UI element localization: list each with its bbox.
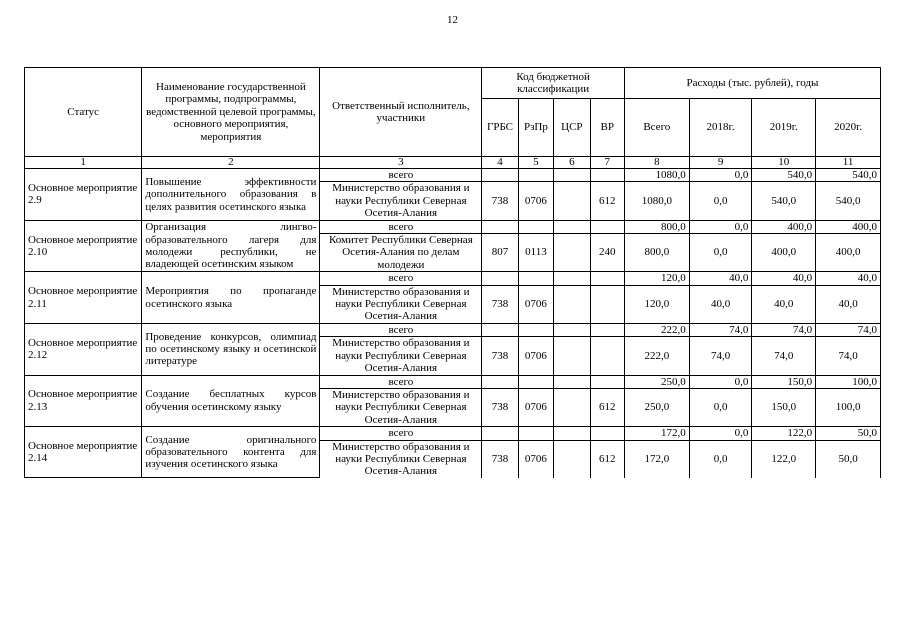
csr-cell — [554, 272, 590, 285]
event-status: Основное мероприятие 2.13 — [25, 375, 142, 427]
vr-cell — [590, 220, 624, 233]
total-cell: 1080,0 — [624, 182, 689, 220]
header-name: Наименование государственной программы, подпрограммы, ведомственной целевой программы, основного мероприятия, мероприятия — [142, 68, 320, 157]
y2019-cell: 150,0 — [752, 375, 816, 388]
column-number: 5 — [518, 157, 553, 169]
grbs-cell — [482, 323, 518, 336]
y2018-cell: 0,0 — [689, 388, 752, 426]
y2018-cell: 0,0 — [689, 182, 752, 220]
grbs-cell — [482, 375, 518, 388]
y2020-cell: 74,0 — [816, 323, 881, 336]
header-csr: ЦСР — [554, 99, 590, 157]
executor-total-label: всего — [320, 169, 482, 182]
column-number: 2 — [142, 157, 320, 169]
y2020-cell: 50,0 — [816, 427, 881, 440]
csr-cell — [554, 182, 590, 220]
grbs-cell: 738 — [482, 285, 518, 323]
y2020-cell: 74,0 — [816, 337, 881, 375]
header-grbs: ГРБС — [482, 99, 518, 157]
csr-cell — [554, 388, 590, 426]
column-number: 11 — [816, 157, 881, 169]
y2019-cell: 150,0 — [752, 388, 816, 426]
y2020-cell: 40,0 — [816, 272, 881, 285]
y2018-cell: 74,0 — [689, 337, 752, 375]
csr-cell — [554, 285, 590, 323]
header-vr: ВР — [590, 99, 624, 157]
y2019-cell: 40,0 — [752, 272, 816, 285]
y2020-cell: 50,0 — [816, 440, 881, 478]
executor-cell: Министерство образования и науки Республики Северная Осетия-Алания — [320, 182, 482, 220]
vr-cell — [590, 427, 624, 440]
header-budget-code: Код бюджетной классификации — [482, 68, 625, 99]
csr-cell — [554, 427, 590, 440]
total-cell: 120,0 — [624, 272, 689, 285]
executor-cell: Министерство образования и науки Республики Северная Осетия-Алания — [320, 388, 482, 426]
executor-cell: Комитет Республики Северная Осетия-Алания по делам молодежи — [320, 234, 482, 272]
executor-cell: Министерство образования и науки Республики Северная Осетия-Алания — [320, 440, 482, 478]
y2018-cell: 0,0 — [689, 440, 752, 478]
rzpr-cell: 0113 — [518, 234, 553, 272]
column-number: 8 — [624, 157, 689, 169]
header-2019: 2019г. — [752, 99, 816, 157]
total-cell: 800,0 — [624, 234, 689, 272]
event-total-row — [25, 375, 881, 388]
header-executor: Ответственный исполнитель, участники — [320, 68, 482, 157]
y2020-cell: 400,0 — [816, 234, 881, 272]
total-cell: 120,0 — [624, 285, 689, 323]
event-total-row — [25, 427, 881, 440]
budget-table — [24, 67, 881, 478]
y2019-cell: 74,0 — [752, 323, 816, 336]
events-body — [25, 169, 881, 478]
column-number: 9 — [689, 157, 752, 169]
y2019-cell: 122,0 — [752, 427, 816, 440]
event-status: Основное мероприятие 2.9 — [25, 169, 142, 221]
event-status: Основное мероприятие 2.14 — [25, 427, 142, 478]
y2018-cell: 40,0 — [689, 272, 752, 285]
column-number: 1 — [25, 157, 142, 169]
column-number: 3 — [320, 157, 482, 169]
total-cell: 1080,0 — [624, 169, 689, 182]
y2020-cell: 40,0 — [816, 285, 881, 323]
rzpr-cell: 0706 — [518, 285, 553, 323]
y2018-cell: 40,0 — [689, 285, 752, 323]
event-name: Создание бесплатных курсов обучения осетинскому языку — [142, 375, 320, 427]
y2018-cell: 0,0 — [689, 234, 752, 272]
event-total-row — [25, 323, 881, 336]
header-2018: 2018г. — [689, 99, 752, 157]
vr-cell: 612 — [590, 440, 624, 478]
total-cell: 172,0 — [624, 427, 689, 440]
event-name: Организация лингво-образовательного лагеря для молодежи республики, не владеющей осетинским языком — [142, 220, 320, 272]
vr-cell — [590, 337, 624, 375]
event-status: Основное мероприятие 2.10 — [25, 220, 142, 272]
rzpr-cell — [518, 272, 553, 285]
executor-total-label: всего — [320, 220, 482, 233]
grbs-cell: 738 — [482, 440, 518, 478]
y2018-cell: 74,0 — [689, 323, 752, 336]
header-rzpr: РзПр — [518, 99, 553, 157]
vr-cell — [590, 272, 624, 285]
column-number: 4 — [482, 157, 518, 169]
event-name: Создание оригинального образовательного контента для изучения осетинского языка — [142, 427, 320, 478]
event-status: Основное мероприятие 2.12 — [25, 323, 142, 375]
grbs-cell — [482, 272, 518, 285]
rzpr-cell: 0706 — [518, 388, 553, 426]
y2020-cell: 400,0 — [816, 220, 881, 233]
y2019-cell: 40,0 — [752, 285, 816, 323]
header-status: Статус — [25, 68, 142, 157]
total-cell: 222,0 — [624, 323, 689, 336]
event-name: Проведение конкурсов, олимпиад по осетинскому языку и осетинской литературе — [142, 323, 320, 375]
page-number: 12 — [447, 14, 458, 26]
grbs-cell — [482, 220, 518, 233]
y2019-cell: 540,0 — [752, 182, 816, 220]
grbs-cell — [482, 427, 518, 440]
csr-cell — [554, 440, 590, 478]
y2020-cell: 540,0 — [816, 169, 881, 182]
csr-cell — [554, 337, 590, 375]
executor-total-label: всего — [320, 375, 482, 388]
vr-cell — [590, 169, 624, 182]
total-cell: 250,0 — [624, 388, 689, 426]
total-cell: 250,0 — [624, 375, 689, 388]
rzpr-cell — [518, 169, 553, 182]
executor-total-label: всего — [320, 323, 482, 336]
rzpr-cell — [518, 375, 553, 388]
y2020-cell: 100,0 — [816, 375, 881, 388]
grbs-cell — [482, 169, 518, 182]
executor-total-label: всего — [320, 272, 482, 285]
header-2020: 2020г. — [816, 99, 881, 157]
rzpr-cell — [518, 220, 553, 233]
total-cell: 222,0 — [624, 337, 689, 375]
y2019-cell: 540,0 — [752, 169, 816, 182]
vr-cell — [590, 323, 624, 336]
executor-cell: Министерство образования и науки Республики Северная Осетия-Алания — [320, 337, 482, 375]
event-total-row — [25, 169, 881, 182]
rzpr-cell: 0706 — [518, 337, 553, 375]
event-total-row — [25, 272, 881, 285]
rzpr-cell: 0706 — [518, 182, 553, 220]
csr-cell — [554, 220, 590, 233]
csr-cell — [554, 234, 590, 272]
event-name: Повышение эффективности дополнительного образования в целях развития осетинского языка — [142, 169, 320, 221]
y2018-cell: 0,0 — [689, 220, 752, 233]
vr-cell — [590, 285, 624, 323]
csr-cell — [554, 323, 590, 336]
grbs-cell: 738 — [482, 182, 518, 220]
total-cell: 172,0 — [624, 440, 689, 478]
grbs-cell: 738 — [482, 388, 518, 426]
y2020-cell: 100,0 — [816, 388, 881, 426]
y2020-cell: 540,0 — [816, 182, 881, 220]
vr-cell: 612 — [590, 182, 624, 220]
y2018-cell: 0,0 — [689, 375, 752, 388]
grbs-cell: 738 — [482, 337, 518, 375]
y2019-cell: 74,0 — [752, 337, 816, 375]
header-expenses: Расходы (тыс. рублей), годы — [624, 68, 880, 99]
event-name: Мероприятия по пропаганде осетинского языка — [142, 272, 320, 324]
event-status: Основное мероприятие 2.11 — [25, 272, 142, 324]
rzpr-cell: 0706 — [518, 440, 553, 478]
csr-cell — [554, 169, 590, 182]
csr-cell — [554, 375, 590, 388]
rzpr-cell — [518, 427, 553, 440]
vr-cell — [590, 375, 624, 388]
column-number: 7 — [590, 157, 624, 169]
column-number: 10 — [752, 157, 816, 169]
total-cell: 800,0 — [624, 220, 689, 233]
vr-cell: 612 — [590, 388, 624, 426]
y2019-cell: 122,0 — [752, 440, 816, 478]
rzpr-cell — [518, 323, 553, 336]
executor-cell: Министерство образования и науки Республики Северная Осетия-Алания — [320, 285, 482, 323]
y2018-cell: 0,0 — [689, 169, 752, 182]
vr-cell: 240 — [590, 234, 624, 272]
executor-total-label: всего — [320, 427, 482, 440]
y2018-cell: 0,0 — [689, 427, 752, 440]
header-total: Всего — [624, 99, 689, 157]
y2019-cell: 400,0 — [752, 234, 816, 272]
y2019-cell: 400,0 — [752, 220, 816, 233]
grbs-cell: 807 — [482, 234, 518, 272]
column-numbers-row — [25, 157, 881, 169]
column-number: 6 — [554, 157, 590, 169]
event-total-row — [25, 220, 881, 233]
